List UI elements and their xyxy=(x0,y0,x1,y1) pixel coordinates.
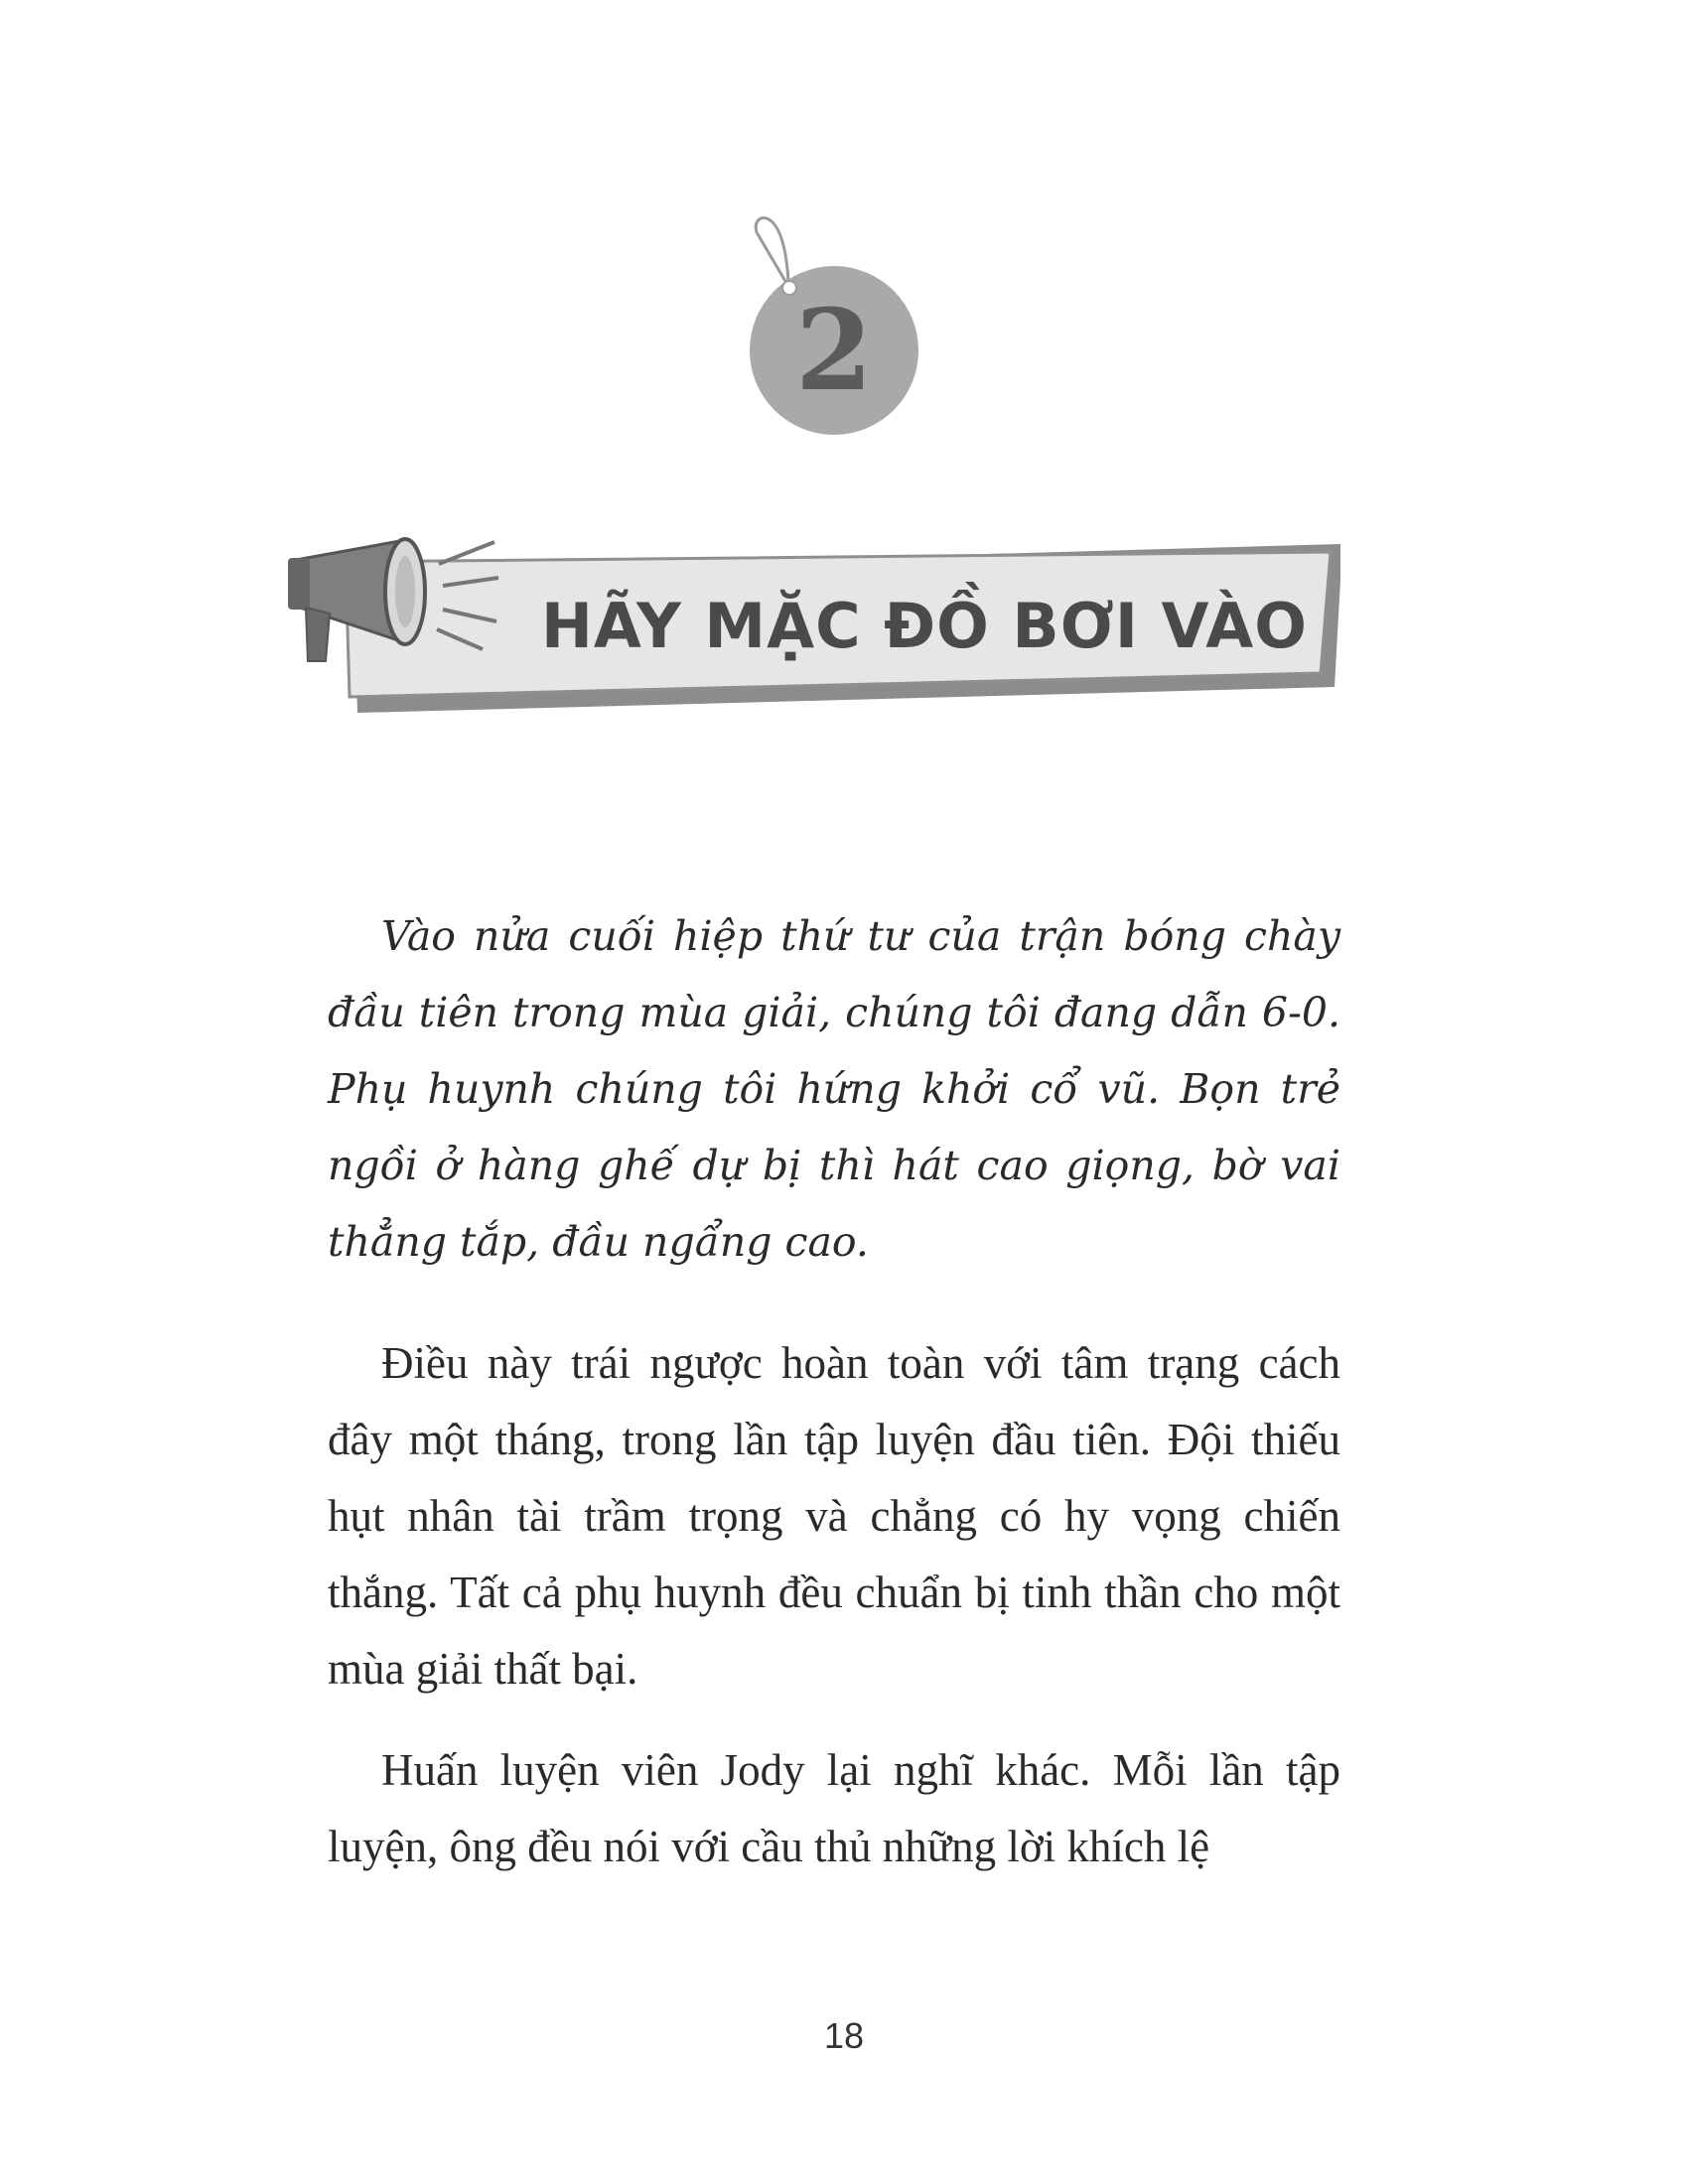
body-paragraph-2: Huấn luyện viên Jody lại nghĩ khác. Mỗi lần tập luyện, ông đều nói với cầu thủ những lời khích lệ xyxy=(328,1745,1340,1871)
page-number: 18 xyxy=(823,2015,865,2056)
chapter-number: 2 xyxy=(795,285,873,416)
body-paragraph-1: Điều này trái ngược hoàn toàn với tâm trạng cách đây một tháng, trong lần tập luyện đầu tiên. Đội thiếu hụt nhân tài trầm trọng và chẳng có hy vọng chiến thắng. Tất cả phụ huynh đều chuẩn bị tinh thần cho một mùa giải thất bại. xyxy=(328,1338,1340,1694)
intro-paragraph: Vào nửa cuối hiệp thứ tư của trận bóng chày đầu tiên trong mùa giải, chúng tôi đang dẫn 6-0. Phụ huynh chúng tôi hứng khởi cổ vũ. Bọn trẻ ngồi ở hàng ghế dự bị thì hát cao giọng, bờ vai thẳng tắp, đầu ngẩng cao. xyxy=(328,912,1340,1266)
body-section xyxy=(328,1325,1340,1885)
chapter-title: HÃY MẶC ĐỒ BƠI VÀO xyxy=(541,589,1308,662)
intro-section xyxy=(328,898,1340,1281)
